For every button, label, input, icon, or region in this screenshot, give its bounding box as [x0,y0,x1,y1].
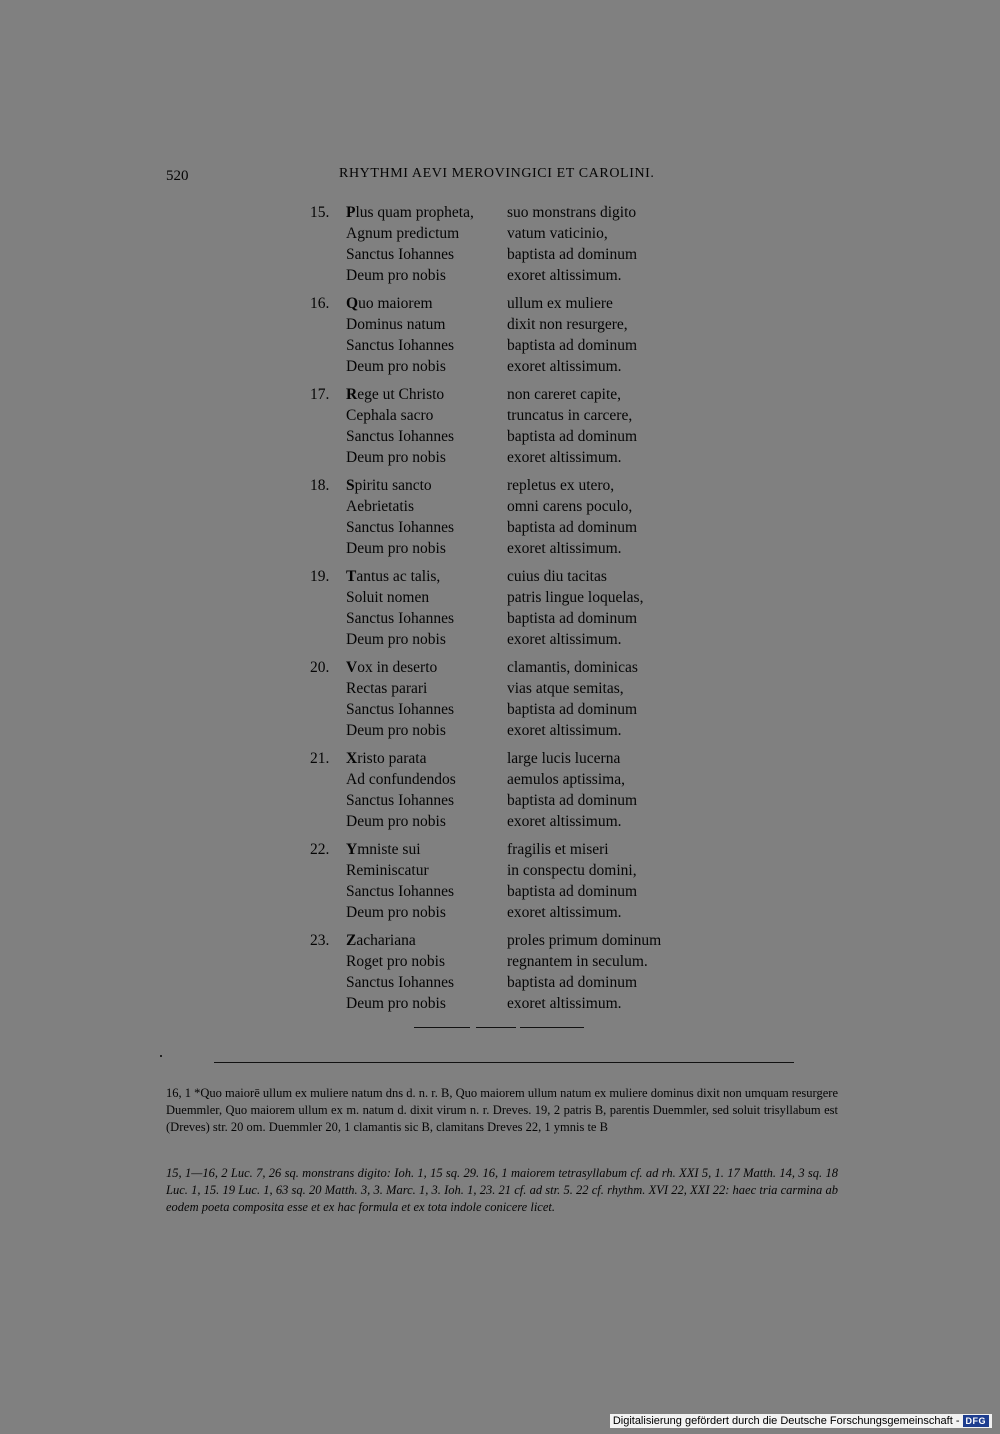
verse-right: baptista ad dominum [507,701,638,718]
source-notes: 15, 1—16, 2 Luc. 7, 26 sq. monstrans digito: Ioh. 1, 15 sq. 29. 16, 1 maiorem tetrasyllabum cf. ad rh. XXI 5, 1. 17 Matth. 14, 3 sq. 18 Luc. 1, 15. 19 Luc. 1, 63 sq. 20 Matth. 3, 3. Marc. 1, 3. Ioh. 1, 23. 21 cf. ad str. 5. 22 cf. rhythm. XVI 22, XXI 22: haec tria carmina ab eodem poeta composita esse et ex hac formula et ex tota indole conicere licet. [166,1166,838,1214]
verse-line [310,538,730,559]
verse-left [346,720,507,741]
running-head: RHYTHMI AEVI MEROVINGICI ET CAROLINI. [339,166,655,181]
verse-left [346,608,507,629]
verse-right: clamantis, dominicas [507,659,638,676]
verse-line [310,293,730,314]
verse-right: suo monstrans digito [507,204,637,221]
verse-left [346,951,507,972]
page-number: 520 [166,168,189,184]
verse-right: omni carens poculo, [507,498,633,515]
verse-line [310,335,730,356]
dfg-logo: DFG [963,1415,990,1427]
verse-line [310,699,730,720]
verse-right: regnantem in seculum. [507,953,648,970]
verse-right: exoret altissimum. [507,813,622,830]
verse-line [310,811,730,832]
verse-right: baptista ad dominum [507,246,638,263]
verse-left-text: Sanctus Iohannes [346,610,455,627]
verse-right: exoret altissimum. [507,267,622,284]
verse-right: baptista ad dominum [507,337,638,354]
stanza [310,566,730,650]
digitization-credit [610,1414,992,1428]
verse-right: patris lingue loquelas, [507,589,644,606]
verse-line [310,993,730,1014]
verse-left [346,293,507,314]
verse-left-text: mniste sui [357,841,421,858]
verse-line [310,769,730,790]
stanza [310,293,730,377]
stanza-number [310,265,346,286]
verse-right: truncatus in carcere, [507,407,633,424]
verse-line [310,720,730,741]
stanza-number [310,447,346,468]
verse-left [346,587,507,608]
verse-left-text: Deum pro nobis [346,540,446,557]
stanza [310,839,730,923]
verse-left-text: Sanctus Iohannes [346,337,455,354]
verse-line [310,972,730,993]
verse-left [346,790,507,811]
stanza-number [310,356,346,377]
verse-left [346,972,507,993]
verse-line [310,496,730,517]
stanza-number [310,811,346,832]
verse-left-text: Aebrietatis [346,498,415,515]
verse-line [310,223,730,244]
verse-left [346,769,507,790]
stanza-number [310,314,346,335]
verse-left-text: Sanctus Iohannes [346,519,455,536]
verse-right: baptista ad dominum [507,883,638,900]
stanza-number [310,587,346,608]
verse-left [346,335,507,356]
verse-right: baptista ad dominum [507,974,638,991]
stanza-number [310,608,346,629]
verse-left-text: Agnum predictum [346,225,460,242]
verse-right: exoret altissimum. [507,358,622,375]
verse-left [346,993,507,1014]
verse-initial: Z [346,932,357,949]
verse-right: baptista ad dominum [507,792,638,809]
verse-initial: Y [346,841,358,858]
verse-left [346,657,507,678]
stanza-number: 17. [310,386,330,403]
verse-initial: Q [346,295,359,312]
verse-left-text: Soluit nomen [346,589,430,606]
verse-line [310,244,730,265]
verse-left [346,244,507,265]
end-rule-2 [476,1027,516,1028]
verse-line [310,657,730,678]
verse-left [346,475,507,496]
verse-left-text: Deum pro nobis [346,358,446,375]
stanza-number [310,902,346,923]
verse-right: exoret altissimum. [507,631,622,648]
verse-left [346,496,507,517]
verse-left-text: risto parata [357,750,427,767]
stanza-number [310,860,346,881]
verse-initial: R [346,386,358,403]
verse-right: cuius diu tacitas [507,568,607,585]
verse-line [310,314,730,335]
verse-left-text: Roget pro nobis [346,953,446,970]
verse-left [346,223,507,244]
verse-line [310,384,730,405]
stanza [310,475,730,559]
verse-right: exoret altissimum. [507,722,622,739]
verse-left [346,678,507,699]
verse-left [346,902,507,923]
verse-left-text: Deum pro nobis [346,904,446,921]
verse-left-text: Sanctus Iohannes [346,701,455,718]
verse-left [346,384,507,405]
verse-left [346,748,507,769]
stanza-number [310,223,346,244]
stanza-number [310,993,346,1014]
verse-left-text: piritu sancto [354,477,432,494]
stanza-number: 22. [310,841,330,858]
end-rule-1 [414,1027,470,1028]
stanza [310,657,730,741]
verse-right: baptista ad dominum [507,428,638,445]
verse-line [310,839,730,860]
stanza-number [310,629,346,650]
critical-apparatus: 16, 1 *Quo maiorē ullum ex muliere natum dns d. n. r. B, Quo maiorem ullum natum ex muliere dominus dixit non umquam resurgere Duemmler, Quo maiorem ullum ex m. natum d. dixit virum n. r. Dreves. 19, 2 patris B, parentis Duemmler, sed soluit trisyllabum est (Dreves) str. 20 om. Duemmler 20, 1 clamantis sic B, clamitans Dreves 22, 1 ymnis te B [166,1086,838,1134]
verse-left [346,566,507,587]
verse-left-text: Deum pro nobis [346,722,446,739]
stanza [310,202,730,286]
verse-left-text: Dominus natum [346,316,446,333]
verse-right: proles primum dominum [507,932,662,949]
stanza [310,384,730,468]
verse-left-text: uo maiorem [358,295,433,312]
stanza-number [310,678,346,699]
stanza-number [310,538,346,559]
verse-right: fragilis et miseri [507,841,609,858]
verse-line [310,356,730,377]
end-rule-3 [520,1027,584,1028]
verse-line [310,265,730,286]
verse-line [310,202,730,223]
verse-line [310,951,730,972]
verse-left [346,811,507,832]
stanza-number [310,335,346,356]
verse-line [310,566,730,587]
verse-line [310,860,730,881]
verse-right: repletus ex utero, [507,477,615,494]
stanza-number [310,496,346,517]
stanza-number: 20. [310,659,330,676]
verse-line [310,426,730,447]
verse-right: exoret altissimum. [507,995,622,1012]
verse-right: vatum vaticinio, [507,225,608,242]
stanza-number [310,951,346,972]
stanza [310,748,730,832]
verse-left-text: Sanctus Iohannes [346,246,455,263]
verse-right: large lucis lucerna [507,750,621,767]
verse-left [346,356,507,377]
verse-left-text: Deum pro nobis [346,267,446,284]
stanza-number: 19. [310,568,330,585]
verse-left [346,517,507,538]
verse-left-text: Reminiscatur [346,862,429,879]
verse-line [310,629,730,650]
stanza-number [310,244,346,265]
stanza-number [310,720,346,741]
verse-initial: S [346,477,355,494]
credit-text: Digitalisierung gefördert durch die Deutsche Forschungsgemeinschaft - [612,1415,960,1427]
verse-line [310,517,730,538]
verse-left [346,930,507,951]
footnote-rule [214,1062,794,1063]
verse-line [310,447,730,468]
stanza-number [310,426,346,447]
verse-left [346,265,507,286]
verse-right: aemulos aptissima, [507,771,625,788]
verse-initial: T [346,568,357,585]
verse-line [310,881,730,902]
verse-line [310,587,730,608]
verse-left-text: Sanctus Iohannes [346,883,455,900]
verse-left [346,538,507,559]
verse-right: exoret altissimum. [507,540,622,557]
verse-left [346,839,507,860]
verse-left-text: ege ut Christo [357,386,445,403]
verse-left-text: ox in deserto [357,659,438,676]
verse-left-text: Sanctus Iohannes [346,792,455,809]
verse-initial: P [346,204,356,221]
stanza-number [310,769,346,790]
verse-line [310,678,730,699]
verse-left-text: Sanctus Iohannes [346,428,455,445]
poem-body [310,202,730,1021]
verse-left [346,314,507,335]
stanza-number: 18. [310,477,330,494]
stanza-number: 21. [310,750,330,767]
stanza-number: 16. [310,295,330,312]
verse-left-text: lus quam propheta, [355,204,474,221]
verse-left [346,202,507,223]
stanza-number [310,972,346,993]
verse-right: ullum ex muliere [507,295,613,312]
verse-left [346,629,507,650]
verse-left-text: Deum pro nobis [346,995,446,1012]
verse-left [346,699,507,720]
stanza-number: 23. [310,932,330,949]
verse-line [310,930,730,951]
verse-right: non careret capite, [507,386,622,403]
verse-line [310,475,730,496]
verse-left-text: antus ac talis, [356,568,441,585]
verse-left [346,447,507,468]
verse-left [346,881,507,902]
stanza-number [310,881,346,902]
verse-left [346,426,507,447]
verse-initial: X [346,750,358,767]
verse-right: vias atque semitas, [507,680,624,697]
verse-initial: V [346,659,358,676]
verse-left-text: achariana [356,932,416,949]
verse-left-text: Deum pro nobis [346,631,446,648]
verse-right: baptista ad dominum [507,610,638,627]
verse-right: exoret altissimum. [507,904,622,921]
stanza-number [310,790,346,811]
stanza-number [310,699,346,720]
verse-left [346,860,507,881]
verse-line [310,790,730,811]
verse-left-text: Rectas parari [346,680,428,697]
verse-left-text: Ad confundendos [346,771,456,788]
verse-right: dixit non resurgere, [507,316,628,333]
verse-right: exoret altissimum. [507,449,622,466]
verse-right: baptista ad dominum [507,519,638,536]
verse-line [310,748,730,769]
stanza-number [310,517,346,538]
verse-left-text: Deum pro nobis [346,813,446,830]
stanza-number [310,405,346,426]
verse-line [310,608,730,629]
verse-line [310,405,730,426]
verse-line [310,902,730,923]
stanza-number: 15. [310,204,330,221]
stanza [310,930,730,1014]
verse-left-text: Cephala sacro [346,407,434,424]
verse-right: in conspectu domini, [507,862,637,879]
scan-speck [160,1055,162,1057]
verse-left-text: Sanctus Iohannes [346,974,455,991]
verse-left-text: Deum pro nobis [346,449,446,466]
verse-left [346,405,507,426]
